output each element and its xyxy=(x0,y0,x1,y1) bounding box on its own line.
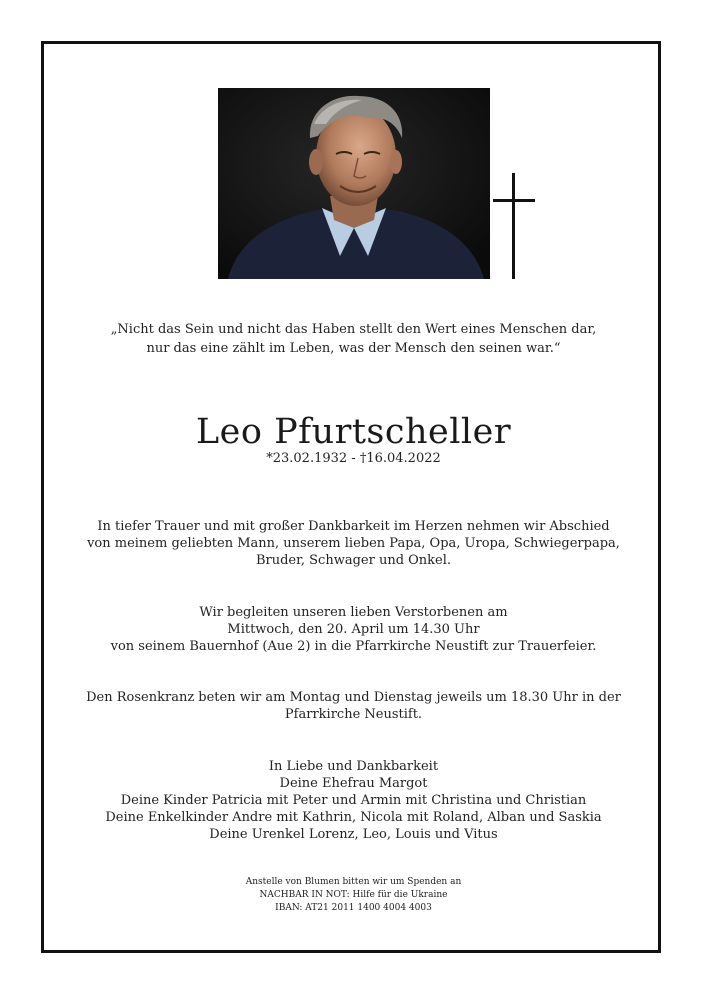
announcement-line: Bruder, Schwager und Onkel. xyxy=(255,553,452,568)
donation-line: IBAN: AT21 2011 1400 4004 4003 xyxy=(275,903,432,913)
family-line: In Liebe und Dankbarkeit xyxy=(268,759,439,774)
donation-line: NACHBAR IN NOT: Hilfe für die Ukraine xyxy=(259,890,448,900)
family-line: Deine Ehefrau Margot xyxy=(279,776,428,791)
life-dates: *23.02.1932 - †16.04.2022 xyxy=(266,451,441,466)
funeral-paragraph xyxy=(60,604,647,655)
donation-line: Anstelle von Blumen bitten wir um Spenden an xyxy=(245,877,462,887)
family-line: Deine Kinder Patricia mit Peter und Armin mit Christina und Christian xyxy=(120,793,587,808)
deceased-name: Leo Pfurtscheller xyxy=(195,412,512,452)
quote-line: nur das eine zählt im Leben, was der Mensch den seinen war.“ xyxy=(146,341,561,356)
rosary-line: Pfarrkirche Neustift. xyxy=(284,707,423,722)
latin-cross-icon xyxy=(493,173,535,279)
funeral-line: Mittwoch, den 20. April um 14.30 Uhr xyxy=(227,622,480,637)
donation-note xyxy=(60,876,647,915)
family-signature xyxy=(60,758,647,843)
funeral-line: Wir begleiten unseren lieben Verstorbenen am xyxy=(199,605,508,620)
portrait-photo xyxy=(218,88,490,279)
cross-vertical-bar xyxy=(512,173,515,279)
family-line: Deine Enkelkinder Andre mit Kathrin, Nicola mit Roland, Alban und Saskia xyxy=(105,810,602,825)
quote xyxy=(60,320,647,358)
quote-line: „Nicht das Sein und nicht das Haben stellt den Wert eines Menschen dar, xyxy=(110,322,597,337)
family-line: Deine Urenkel Lorenz, Leo, Louis und Vitus xyxy=(209,827,498,842)
funeral-line: von seinem Bauernhof (Aue 2) in die Pfarrkirche Neustift zur Trauerfeier. xyxy=(110,639,597,654)
cross-horizontal-bar xyxy=(493,199,535,202)
rosary-paragraph xyxy=(60,689,647,723)
announcement-paragraph xyxy=(60,518,647,569)
announcement-line: In tiefer Trauer und mit großer Dankbarkeit im Herzen nehmen wir Abschied xyxy=(97,519,610,534)
announcement-line: von meinem geliebten Mann, unserem lieben Papa, Opa, Uropa, Schwiegerpapa, xyxy=(87,536,620,551)
rosary-line: Den Rosenkranz beten wir am Montag und Dienstag jeweils um 18.30 Uhr in der xyxy=(86,690,621,705)
